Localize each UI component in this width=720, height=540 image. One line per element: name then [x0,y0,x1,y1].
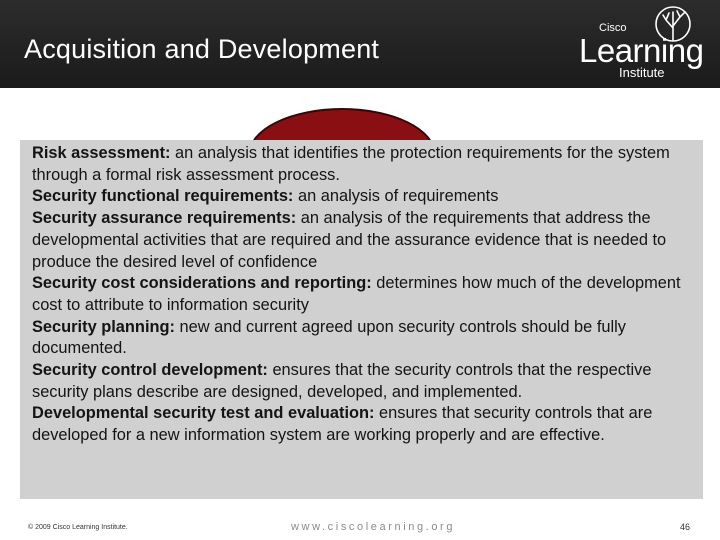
slide-title: Acquisition and Development [24,34,380,64]
content-box [20,140,703,499]
slide-header [0,0,720,88]
page-number: 46 [680,522,691,532]
footer-copyright: © 2009 Cisco Learning Institute. [28,524,128,531]
paragraph-risk-assessment [32,143,693,186]
description: an analysis of requirements [293,187,499,206]
description: determines how much of the development cost to attribute to information security [32,274,681,314]
logo-cisco-text: Cisco [599,22,627,34]
logo-institute-text: Institute [619,65,665,80]
logo-learning-text: Learning [579,32,704,69]
term: Risk assessment: [32,144,171,162]
term: Security functional requirements: [32,187,294,206]
term: Security cost considerations and reporting: [32,274,372,293]
paragraph-security-planning [32,317,693,360]
paragraph-security-functional-requirements [32,186,693,208]
paragraph-security-cost-considerations [32,273,693,316]
cisco-learning-institute-logo [575,4,715,84]
paragraph-security-assurance-requirements [32,208,693,273]
description: ensures that security controls that are developed for a new information system are working properly and are effective. [32,404,653,445]
paragraph-security-control-development [32,360,693,403]
description: ensures that the security controls that the respective security plans describe are designed, developed, and implemented. [32,361,652,401]
term: Developmental security test and evaluation: [32,404,375,423]
description: an analysis that identifies the protection requirements for the system through a formal risk assessment process. [32,144,670,184]
term: Security control development: [32,361,268,380]
footer-url: www.ciscolearning.org [291,521,456,533]
description: an analysis of the requirements that address the developmental activities that are required and the assurance evidence that is needed to produce the desired level of confidence [32,209,667,271]
term: Security assurance requirements: [32,209,297,228]
description: new and current agreed upon security controls should be fully documented. [32,317,626,358]
term: Security planning: [32,317,175,336]
paragraph-developmental-security-test [32,403,693,446]
